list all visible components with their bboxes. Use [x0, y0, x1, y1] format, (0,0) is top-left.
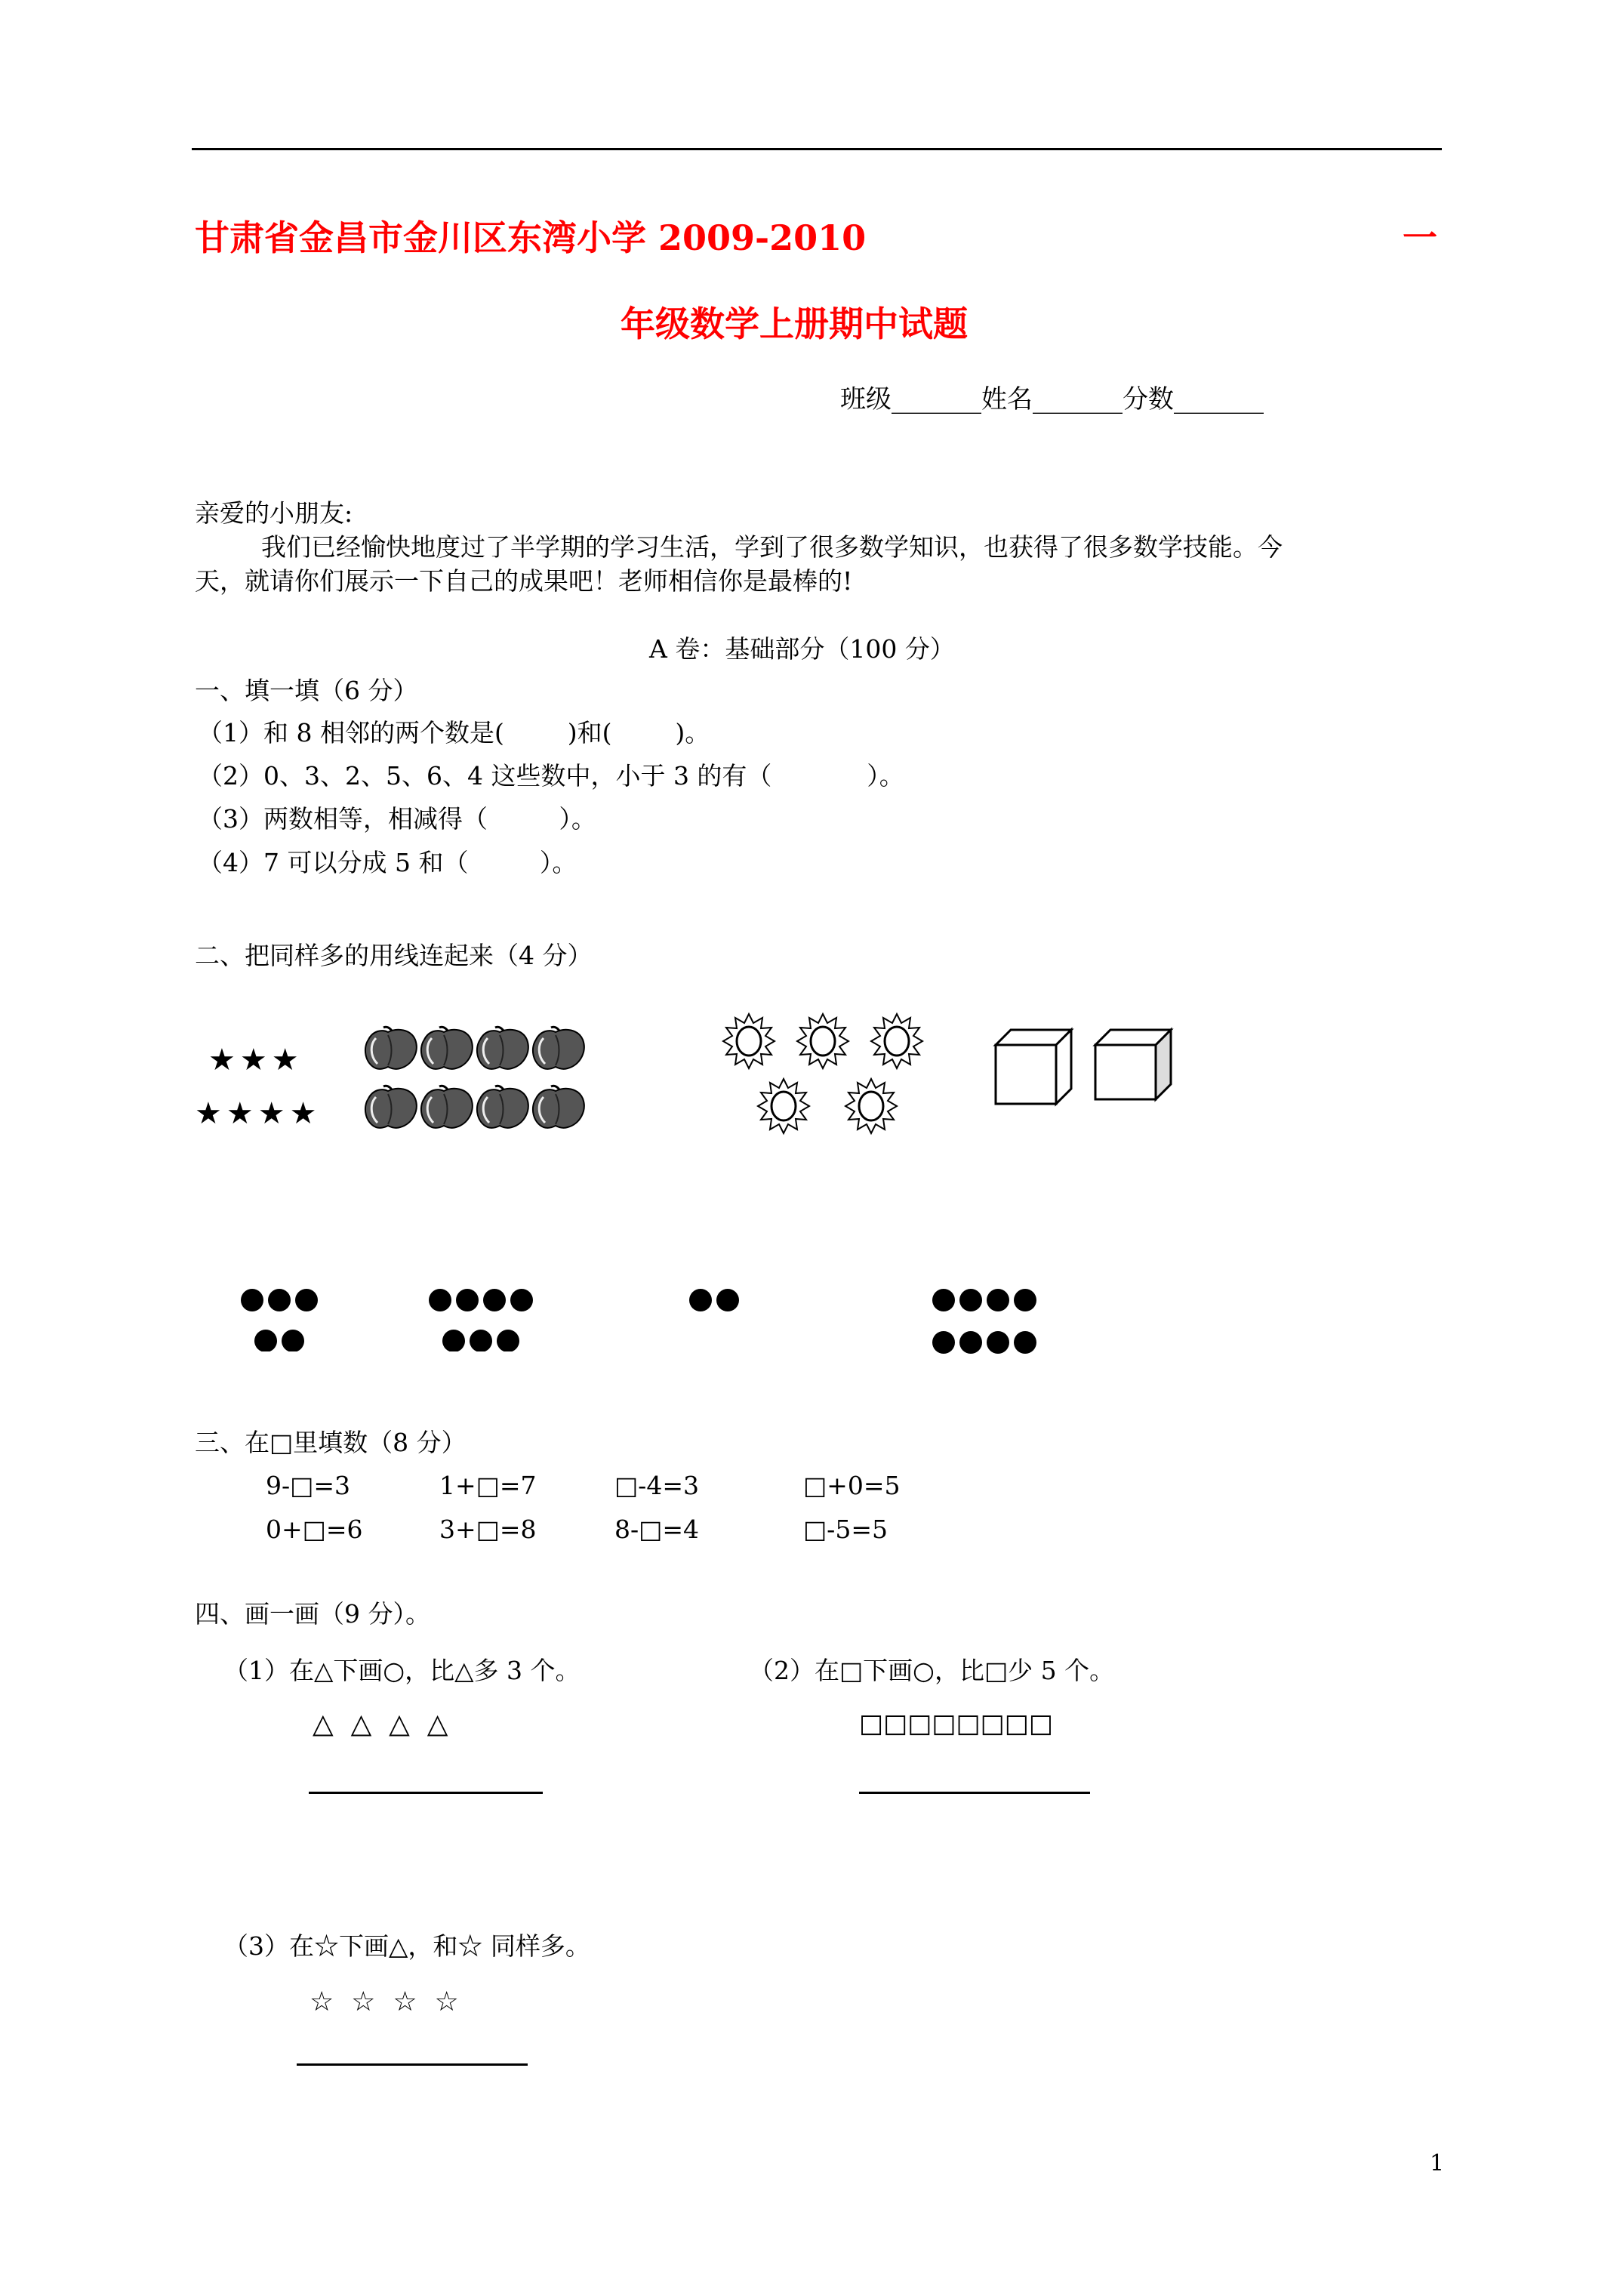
q1-item: （3）两数相等，相减得（ ）。	[198, 804, 596, 834]
equation: 1+□=7	[439, 1471, 537, 1500]
q4-sub3: （3）在☆下画△，和☆ 同样多。	[223, 1931, 590, 1961]
equation: 3+□=8	[439, 1515, 537, 1544]
stars-row-1: ★★★	[208, 1043, 303, 1077]
square-shapes: □□□□□□□□	[859, 1709, 1053, 1739]
intro-line2: 天，就请你们展示一下自己的成果吧！老师相信你是最棒的!	[195, 566, 853, 596]
equation: □-4=3	[614, 1471, 699, 1500]
apples-group	[362, 1023, 596, 1136]
answer-line-1[interactable]	[309, 1792, 543, 1794]
dots-group-2	[684, 1284, 752, 1321]
title-suffix: 一	[1403, 217, 1437, 258]
q1-title: 一、填一填（6 分）	[195, 676, 418, 705]
equation: □-5=5	[803, 1515, 888, 1544]
q4-sub1: （1）在△下画○，比△多 3 个。	[223, 1656, 581, 1685]
section-a-title: A 卷：基础部分（100 分）	[649, 634, 955, 664]
q4-sub2: （2）在□下画○，比□少 5 个。	[749, 1656, 1115, 1685]
stars-row-2: ★★★★	[195, 1096, 322, 1131]
cubes-group	[993, 1027, 1181, 1110]
answer-line-2[interactable]	[859, 1792, 1090, 1794]
equation: 8-□=4	[614, 1515, 699, 1544]
top-rule	[192, 148, 1442, 150]
q1-item: （2）0、3、2、5、6、4 这些数中，小于 3 的有（ ）。	[198, 761, 904, 791]
answer-line-3[interactable]	[297, 2063, 528, 2066]
triangle-shapes: △ △ △ △	[313, 1709, 448, 1740]
title-line1: 甘肃省金昌市金川区东湾小学 2009-2010	[195, 217, 867, 258]
dots-group-7	[425, 1284, 553, 1351]
star-shapes: ☆ ☆ ☆ ☆	[310, 1986, 459, 2017]
q1-item: （1）和 8 相邻的两个数是( )和( )。	[198, 718, 710, 747]
q3-title: 三、在□里填数（8 分）	[195, 1428, 467, 1457]
page-number: 1	[1430, 2150, 1445, 2177]
title-line2: 年级数学上册期中试题	[621, 304, 968, 344]
greeting: 亲爱的小朋友:	[195, 498, 353, 528]
dots-group-5	[234, 1284, 332, 1351]
q2-title: 二、把同样多的用线连起来（4 分）	[195, 941, 593, 970]
dots-group-8	[929, 1284, 1057, 1359]
apple-row-1	[365, 1027, 584, 1069]
info-line: 班级_______姓名_______分数_______	[840, 384, 1264, 415]
intro-line1: 我们已经愉快地度过了半学期的学习生活，学到了很多数学知识，也获得了很多数学技能。今	[261, 532, 1283, 562]
apple-row-2	[365, 1086, 584, 1128]
equation: 0+□=6	[266, 1515, 363, 1544]
equation: 9-□=3	[266, 1471, 350, 1500]
q4-title: 四、画一画（9 分）。	[195, 1599, 430, 1629]
equation: □+0=5	[803, 1471, 901, 1500]
q1-item: （4）7 可以分成 5 和（ ）。	[198, 848, 577, 877]
suns-group	[717, 1008, 936, 1144]
